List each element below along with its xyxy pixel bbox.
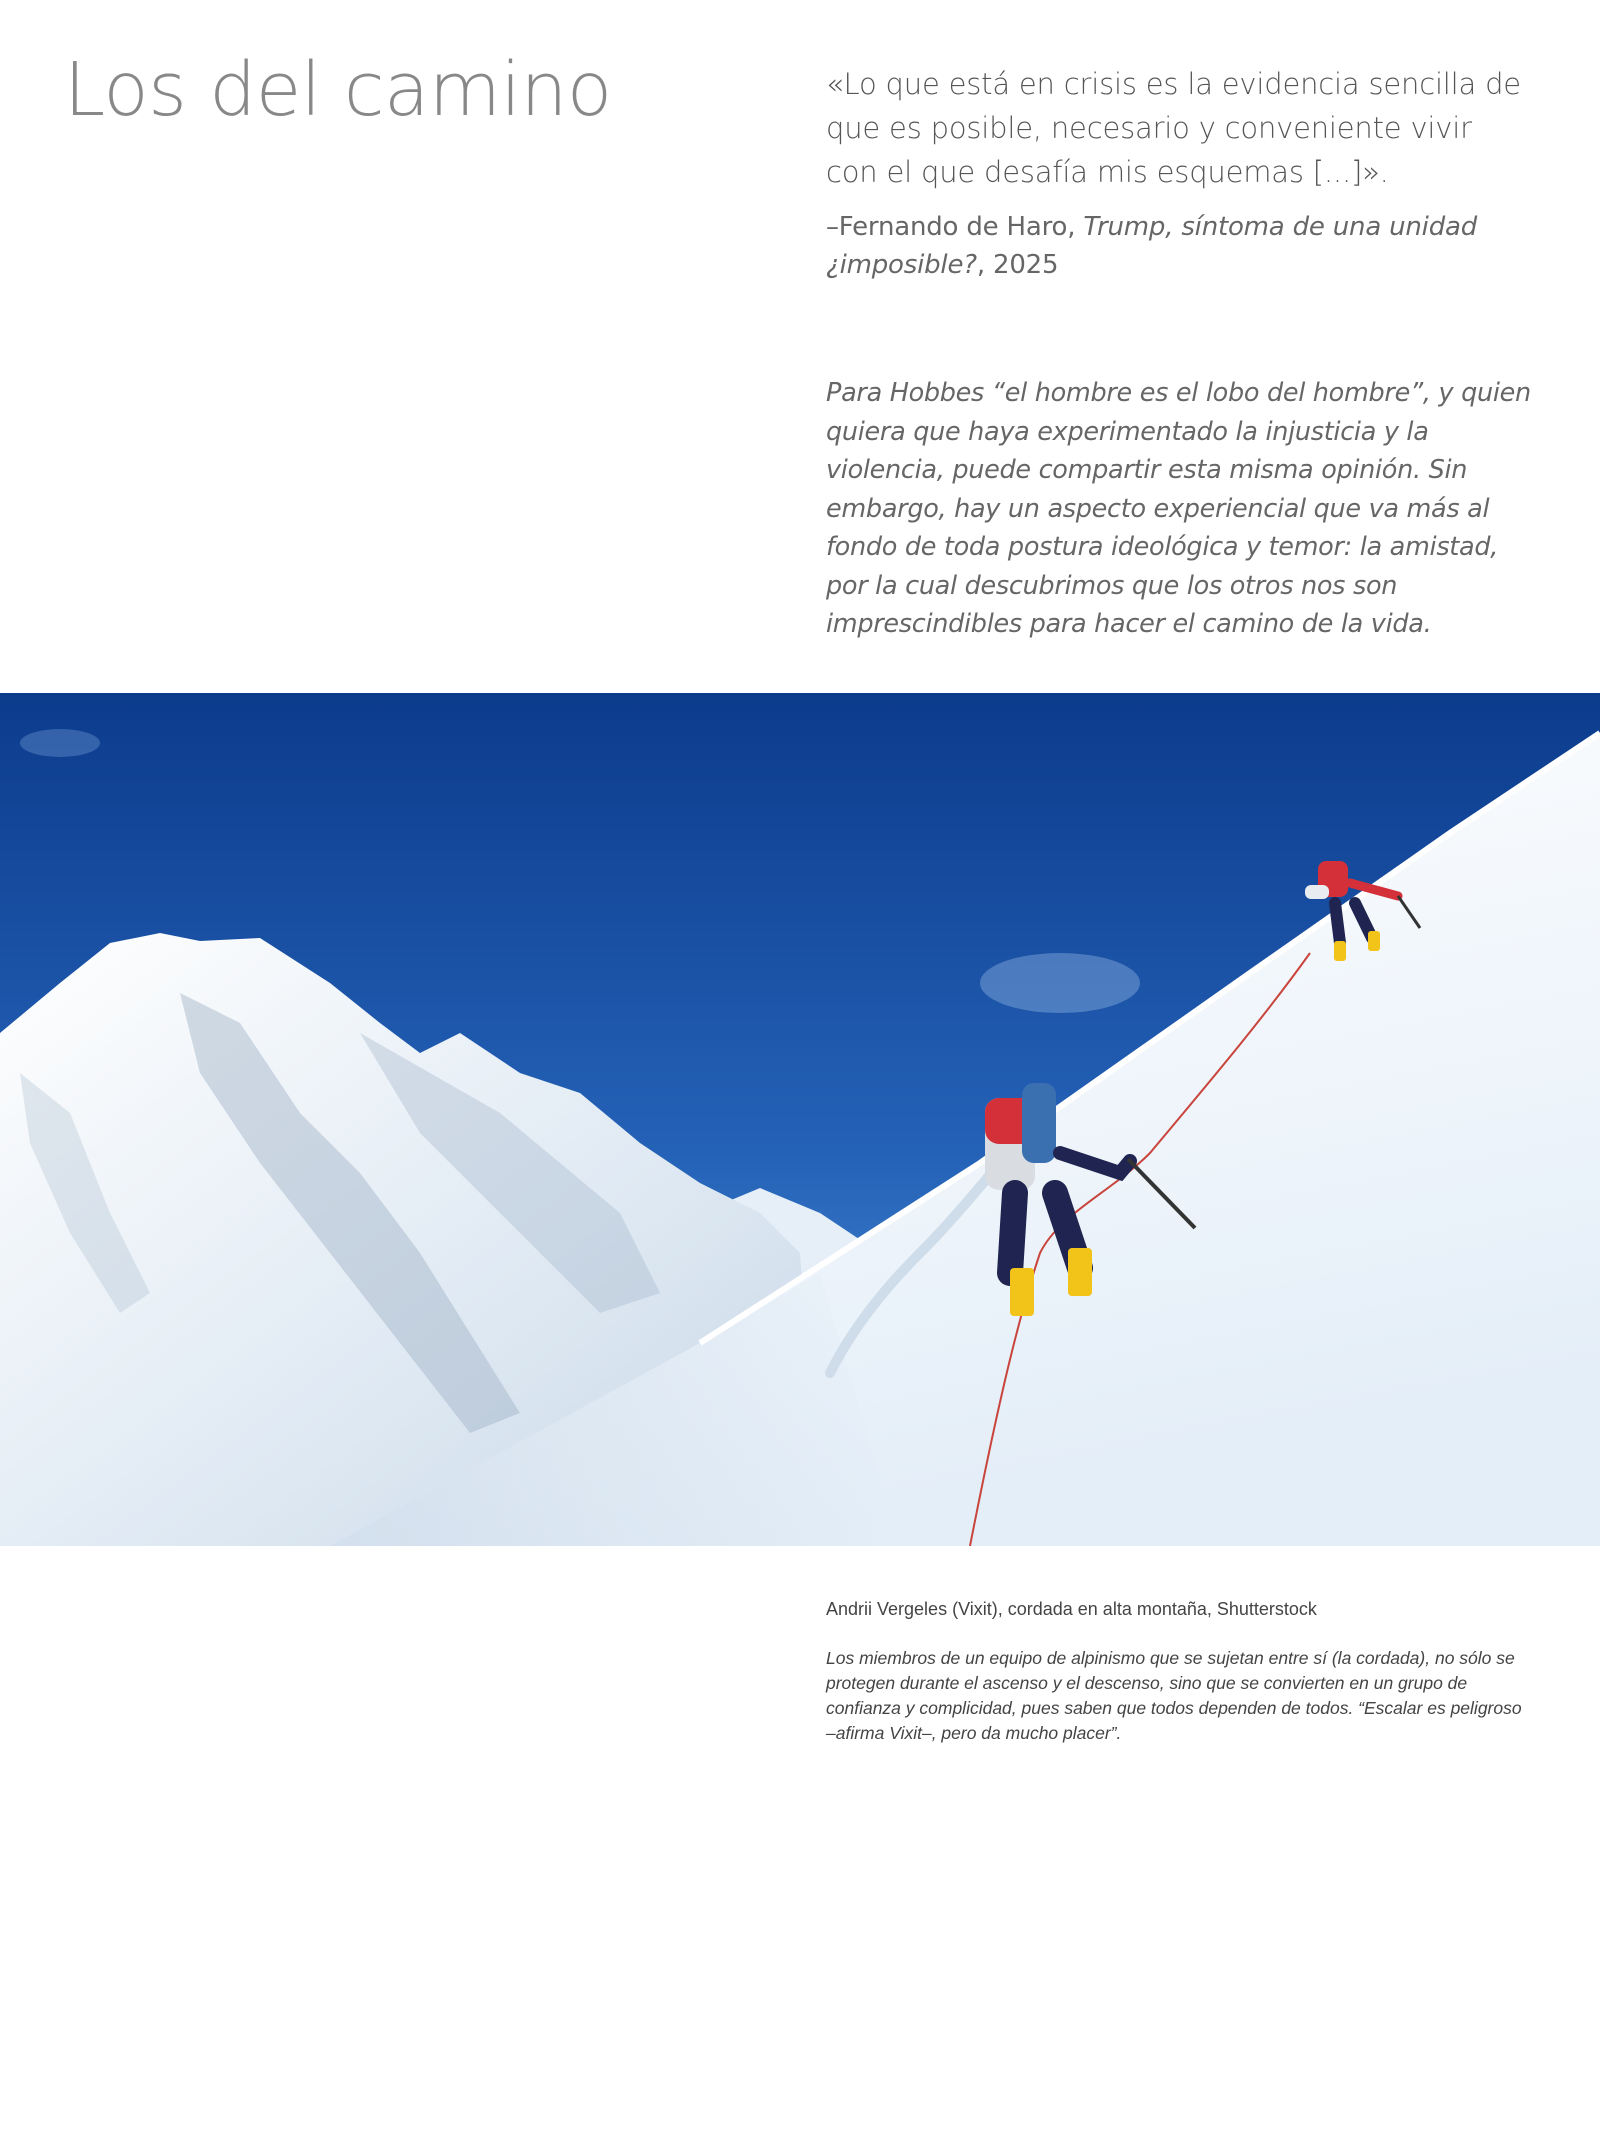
cloud: [980, 953, 1140, 1013]
epigraph-attribution: [826, 208, 1526, 284]
boot: [1368, 931, 1380, 951]
boot: [1068, 1248, 1092, 1296]
cloud: [20, 729, 100, 757]
epigraph-quote: «Lo que está en crisis es la evidencia sencilla de que es posible, necesario y conveniente vivir con el que desafía mis esquemas [...]».: [826, 67, 1521, 189]
boot: [1334, 941, 1346, 961]
intro-paragraph: Para Hobbes “el hombre es el lobo del hombre”, y quien quiera que haya experimentado la injusticia y la violencia, puede compartir esta misma opinión. Sin embargo, hay un aspecto experiencial que va más al fondo de toda postura ideológica y temor: la amistad, por la cual descubrimos que los otros nos son imprescindibles para hacer el camino de la vida.: [826, 378, 1531, 639]
mountaineers-photo: [0, 693, 1600, 1546]
page-title: Los del camino: [64, 47, 612, 133]
boot: [1010, 1268, 1034, 1316]
photo-caption: Los miembros de un equipo de alpinismo que se sujetan entre sí (la cordada), no sólo se protegen durante el ascenso y el descenso, sino que se convierten en un grupo de confianza y complicidad, pues saben que todos dependen de todos. “Escalar es peligroso –afirma Vixit–, pero da mucho placer”.: [826, 1648, 1522, 1743]
epigraph: [826, 62, 1526, 284]
attribution-work-title: Trump, síntoma de una unidad ¿imposible?: [826, 212, 1478, 280]
photo-credit: Andrii Vergeles (Vixit), cordada en alta montaña, Shutterstock: [826, 1599, 1317, 1619]
backpack-gear: [1305, 885, 1329, 899]
attribution-year: , 2025: [976, 250, 1059, 280]
attribution-author: –Fernando de Haro,: [826, 212, 1084, 242]
sleeping-mat: [1022, 1083, 1056, 1163]
